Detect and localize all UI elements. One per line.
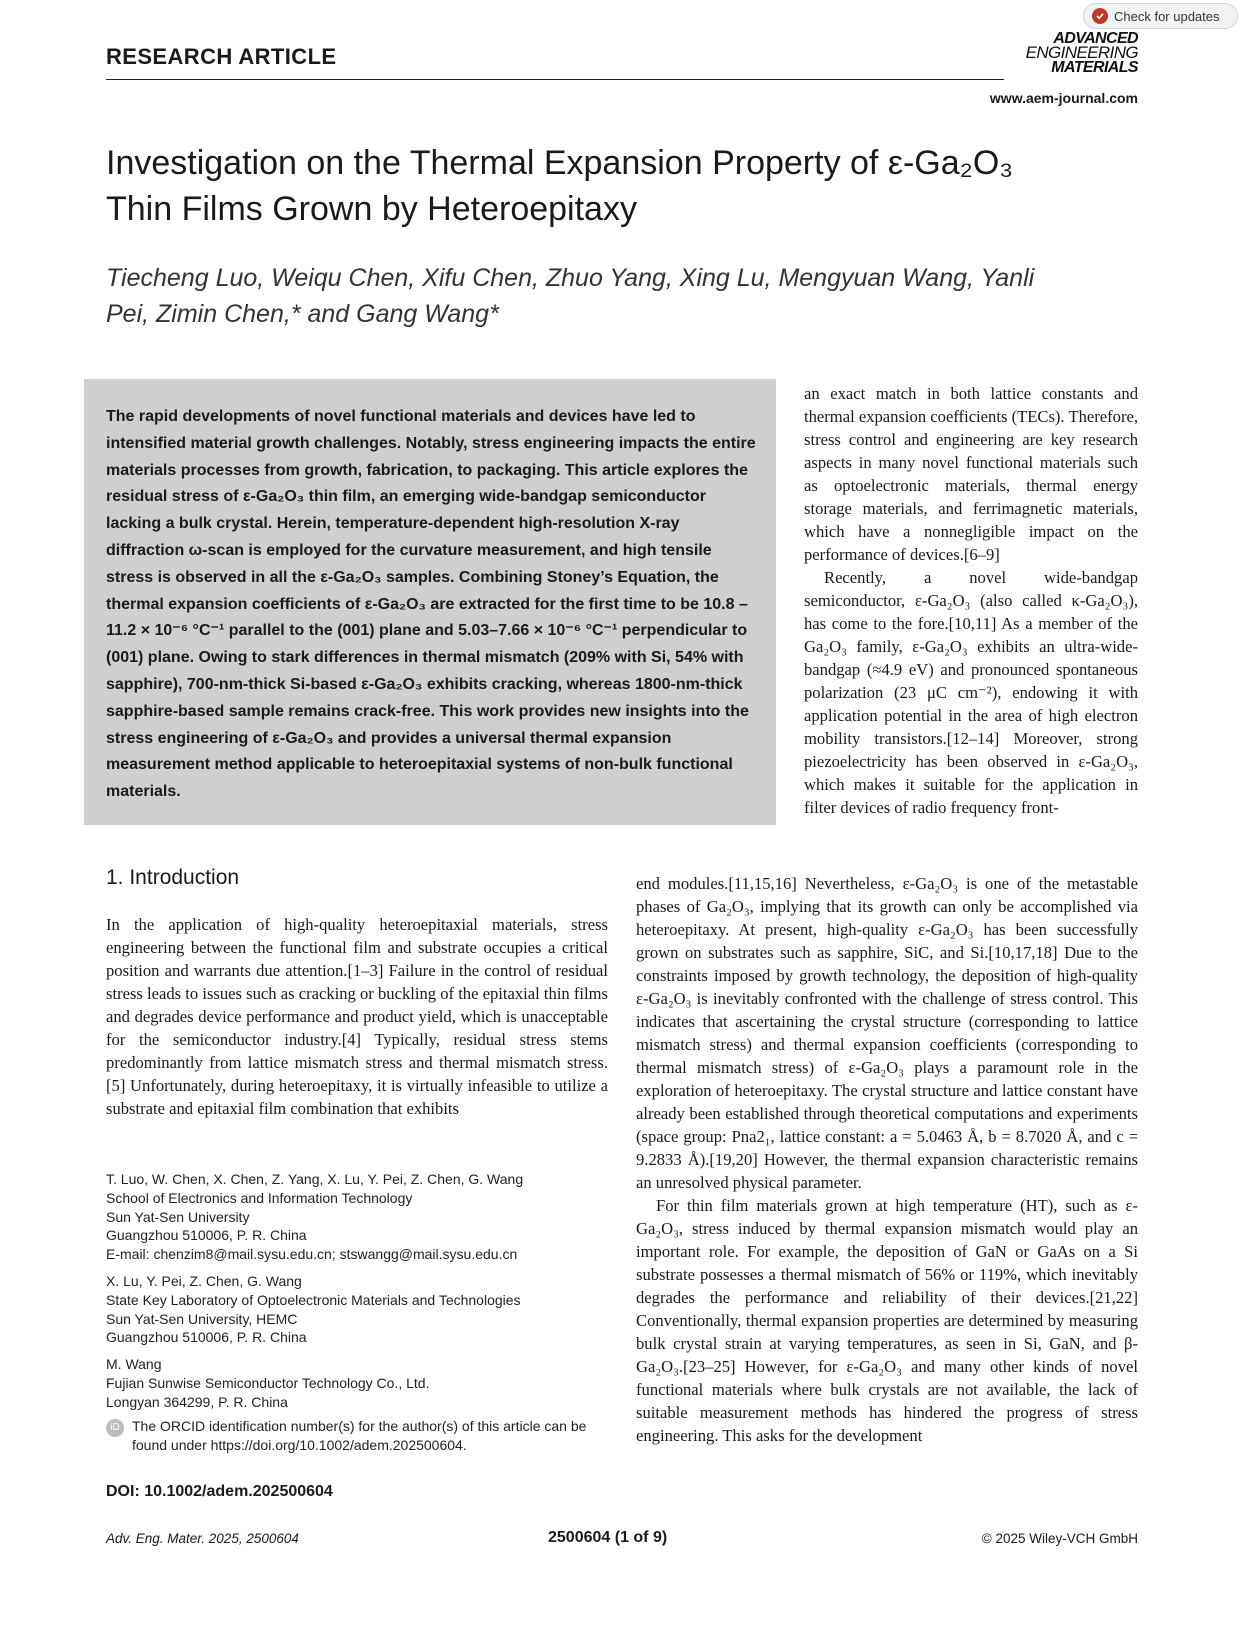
section-heading: 1. Introduction <box>106 866 240 889</box>
footer-copyright: © 2025 Wiley-VCH GmbH <box>981 1531 1138 1546</box>
orcid-note <box>106 1417 606 1455</box>
affiliation-block <box>106 1170 606 1264</box>
journal-logo <box>1006 32 1138 75</box>
affiliation-line: Sun Yat-Sen University <box>106 1208 250 1225</box>
affiliation-line: Longyan 364299, P. R. China <box>106 1393 288 1410</box>
paragraph: an exact match in both lattice constants and thermal expansion coefficients (TECs). Therefore, stress control and engineering are key research aspects in many novel functional materials such as optoelectronic materials, thermal energy storage materials, and ferrimagnetic materials, which have a nonnegligible impact on the performance of devices.[6–9] <box>804 384 1138 564</box>
right-column-main <box>636 872 1138 1447</box>
doi[interactable]: DOI: 10.1002/adem.202500604 <box>106 1483 333 1500</box>
article-title: Investigation on the Thermal Expansion Property of ε-Ga₂O₃ Thin Films Grown by Heteroepitaxy <box>106 144 1014 228</box>
journal-url-link[interactable]: www.aem-journal.com <box>989 90 1138 106</box>
section-label: RESEARCH ARTICLE <box>106 44 337 69</box>
affiliation-line: State Key Laboratory of Optoelectronic Materials and Technologies <box>106 1291 521 1308</box>
affiliation-line: Fujian Sunwise Semiconductor Technology Co., Ltd. <box>106 1374 430 1391</box>
paragraph: Recently, a novel wide-bandgap semiconductor, ε-Ga₂O₃ (also called κ-Ga₂O₃), has come to the fore.[10,11] As a member of the Ga₂O₃ family, ε-Ga₂O₃ exhibits an ultra-wide-bandgap (≈4.9 eV) and pronounced spontaneous polarization (23 μC cm⁻²), endowing it with application potential in the area of high electron mobility transistors.[12–14] Moreover, strong piezoelectricity has been observed in ε-Ga₂O₃, which makes it suitable for the application in filter devices of radio frequency front- <box>804 568 1138 817</box>
introduction-paragraph: In the application of high-quality heteroepitaxial materials, stress engineering between the functional film and substrate occupies a critical position and warrants due attention.[1–3] Failure in the control of residual stress leads to issues such as cracking or buckling of the epitaxial thin films and degrades device performance and product yield, which is unacceptable for the semiconductor industry.[4] Typically, residual stress stems predominantly from lattice mismatch stress and thermal mismatch stress.[5] Unfortunately, during heteroepitaxy, it is virtually infeasible to utilize a substrate and epitaxial film combination that exhibits <box>106 915 608 1118</box>
affiliation-line: T. Luo, W. Chen, X. Chen, Z. Yang, X. Lu, Y. Pei, Z. Chen, G. Wang <box>106 1171 524 1187</box>
paragraph: For thin film materials grown at high temperature (HT), such as ε-Ga₂O₃, stress induced by thermal expansion mismatch would play an important role. For example, the deposition of GaN or GaAs on a Si substrate possesses a thermal mismatch of 56% or 119%, which inevitably degrades the performance and reliability of their devices.[21,22] Conventionally, thermal expansion properties are determined by measuring bulk crystal strain at varying temperatures, as seen in Si, GaN, and β-Ga₂O₃.[23–25] However, for ε-Ga₂O₃ and many other kinds of novel functional materials where bulk crystals are not available, the lack of suitable measurement methods has hindered the progress of stress engineering. This asks for the development <box>636 1196 1138 1445</box>
footer-page-number: 2500604 (1 of 9) <box>548 1529 668 1546</box>
check-for-updates-label: Check for updates <box>1114 8 1220 24</box>
affiliation-line: Sun Yat-Sen University, HEMC <box>106 1310 298 1327</box>
email-line[interactable]: E-mail: chenzim8@mail.sysu.edu.cn; stswangg@mail.sysu.edu.cn <box>106 1246 518 1263</box>
affiliation-line: Guangzhou 510006, P. R. China <box>106 1329 307 1346</box>
header-rule <box>106 79 1004 80</box>
affiliation-block <box>106 1355 606 1411</box>
affiliations <box>106 1170 606 1420</box>
affiliation-line: Guangzhou 510006, P. R. China <box>106 1227 307 1244</box>
affiliation-line: School of Electronics and Information Technology <box>106 1189 413 1206</box>
orcid-text[interactable]: The ORCID identification number(s) for the author(s) of this article can be found under https://doi.org/10.1002/adem.202500604. <box>132 1418 587 1453</box>
footer-citation: Adv. Eng. Mater. 2025, 2500604 <box>106 1531 299 1546</box>
affiliation-line: M. Wang <box>106 1356 162 1373</box>
logo-line-3: MATERIALS <box>1051 59 1138 77</box>
affiliation-block <box>106 1272 606 1347</box>
author-list: Tiecheng Luo, Weiqu Chen, Xifu Chen, Zhuo Yang, Xing Lu, Mengyuan Wang, Yanli Pei, Zimin Chen,* and Gang Wang* <box>106 264 1035 328</box>
abstract-text: The rapid developments of novel functional materials and devices have led to intensified material growth challenges. Notably, stress engineering impacts the entire materials processes from growth, fabrication, to packaging. This article explores the residual stress of ε-Ga₂O₃ thin film, an emerging wide-bandgap semiconductor lacking a bulk crystal. Herein, temperature-dependent high-resolution X-ray diffraction ω-scan is employed for the curvature measurement, and high tensile stress is observed in all the ε-Ga₂O₃ samples. Combining Stoney’s Equation, the thermal expansion coefficients of ε-Ga₂O₃ are extracted for the first time to be 10.8 – 11.2 × 10⁻⁶ °C⁻¹ parallel to the (001) plane and 5.03–7.66 × 10⁻⁶ °C⁻¹ perpendicular to (001) plane. Owing to stark differences in thermal mismatch (209% with Si, 54% with sapphire), 700-nm-thick Si-based ε-Ga₂O₃ exhibits cracking, whereas 1800-nm-thick sapphire-based sample remains crack-free. This work provides new insights into the stress engineering of ε-Ga₂O₃ and provides a universal thermal expansion measurement method applicable to heteroepitaxial systems of non-bulk functional materials. <box>106 408 756 801</box>
logo-line-2: ENGINEERING <box>1025 43 1138 63</box>
orcid-icon: iD <box>106 1419 124 1437</box>
paragraph: end modules.[11,15,16] Nevertheless, ε-Ga₂O₃ is one of the metastable phases of Ga₂O₃, implying that its growth can only be accomplished via heteroepitaxy. At present, high-quality ε-Ga₂O₃ has been successfully grown on substrates such as sapphire, SiC, and Si.[10,17,18] Due to the constraints imposed by growth technology, the deposition of high-quality ε-Ga₂O₃ is inevitably confronted with the challenge of stress control. This indicates that ascertaining the crystal structure (corresponding to lattice mismatch stress) and thermal expansion coefficients (corresponding to thermal mismatch stress) of ε-Ga₂O₃ plays a paramount role in the exploration of heteroepitaxy. The crystal structure and lattice constant have already been established through theoretical computations and experiments (space group: Pna2₁, lattice constant: a = 5.0463 Å, b = 8.7020 Å, and c = 9.2833 Å).[19,20] However, the thermal expansion characteristic remains an unresolved physical parameter. <box>636 874 1138 1192</box>
crossmark-icon <box>1092 8 1108 24</box>
logo-line-1: ADVANCED <box>1053 30 1138 47</box>
affiliation-line: X. Lu, Y. Pei, Z. Chen, G. Wang <box>106 1272 302 1289</box>
check-for-updates-button[interactable] <box>1083 3 1238 29</box>
right-column-top <box>804 382 1138 819</box>
